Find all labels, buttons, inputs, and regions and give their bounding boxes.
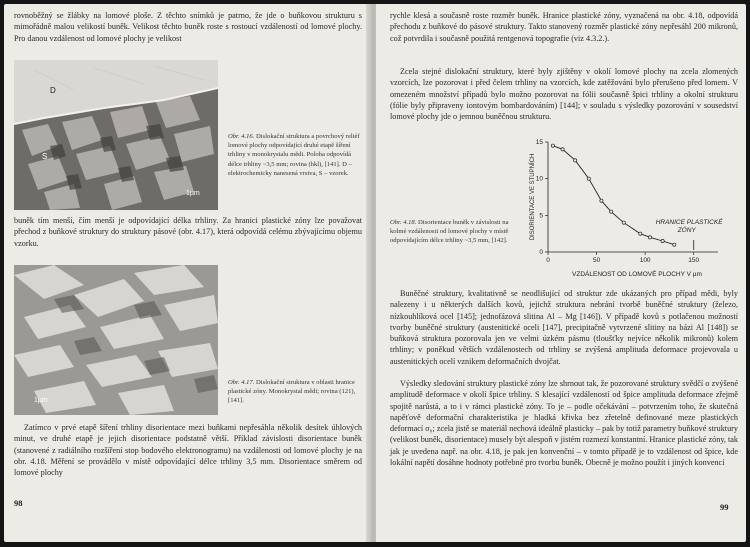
caption-text: Dislokační struktura v oblasti hranice plastické zóny. Monokrystal mědi; rovina (121), [141].	[228, 379, 356, 405]
page-number-left: 98	[14, 498, 23, 508]
data-point	[639, 232, 642, 235]
y-axis-label: DISORIENTACE VE STUPNÍCH	[530, 153, 536, 241]
micrograph-fig-4-16	[14, 60, 218, 210]
data-point	[622, 221, 625, 224]
data-point	[574, 159, 577, 162]
data-point	[561, 148, 564, 151]
data-point	[648, 236, 651, 239]
data-point	[551, 144, 554, 147]
scale-bar-label: 1µm	[34, 397, 48, 404]
micrograph-cells-image	[14, 60, 218, 210]
page-number-right: 99	[720, 502, 729, 512]
y-tick-label: 5	[539, 212, 543, 220]
x-tick-label: 50	[592, 257, 601, 264]
caption-fig-4-16	[228, 132, 364, 178]
caption-number: Obr. 4.17.	[228, 379, 255, 386]
plastic-zone-boundary-label: HRANICE PLASTICKÉ	[655, 219, 723, 226]
caption-fig-4-18	[390, 218, 522, 246]
micrograph-fig-4-17	[14, 265, 218, 415]
scale-bar-label: 1µm	[186, 190, 200, 197]
x-tick-label: 100	[639, 257, 651, 264]
y-tick-label: 0	[539, 249, 543, 256]
label-s: S	[42, 152, 48, 161]
plastic-zone-boundary-label-2: ZÓNY	[677, 227, 696, 234]
caption-fig-4-17	[228, 378, 364, 406]
paragraph-4: Výsledky sledování struktury plastické zóny lze shrnout tak, že pozorované struktury svědčí o zvýšené amplitudě deformace v okolí špice trhliny. S klesající vzdáleností od špice amplituda deformace zřejmě spojitě narůstá, a to i v rámci plastické zóny. To je – podle očekávání – potvrzením toho, že skutečná napěťově deformační charakteristika je hladká křivka bez zřetelně definované meze plastických deformací σ₀; zcela jistě se materiál nechová ideálně plasticky – pak by totiž parametry buňkové struktury (velikost buněk, disorientace) musely být alespoň v jistém rozmezí konstantní. Hranice plastické zóny, tak jak je uvedena např. na obr. 4.18, je pak jen konvenční – v tomto případě je to vzdálenost od špice, kde lokální napětí dosáhne hodnoty potřebné pro tvorbu buněk. Obecně je možno použít i jiných konvencí	[390, 379, 738, 468]
data-point	[673, 243, 676, 246]
data-point	[587, 177, 590, 180]
paragraph-2: Zcela stejné dislokační struktury, které byly zjištěny v okolí lomové plochy na zcela zlomených vzorcích, lze pozorovat i před čelem trhliny na vzorcích, kde zatěžování bylo přerušeno před lomem. V omezeném množství případů bylo možno pozorovat na fólii současně špici trhliny a okolní strukturu (fólie byly připraveny iontovým bombardováním) [144]; v souladu s výsledky pozorování v sousedství lomové plochy jde o jemnou buněčnou strukturu.	[390, 67, 738, 122]
data-point	[610, 210, 613, 213]
right-page	[376, 4, 746, 542]
caption-number: Obr. 4.16.	[228, 133, 255, 140]
data-point	[600, 199, 603, 202]
paragraph-1: rychle klesá a současně roste rozměr buněk. Hranice plastické zóny, vyznačená na obr. 4.18, odpovídá přechodu z buňkové do pásové struktury. Takto stanovený rozměr plastické zóny nepřesáhl 200 mikronů, což potvrdila i současně použitá rentgenová topografie (viz 4.3.2.).	[390, 11, 738, 43]
caption-text: Dislokační struktura a povrchový reliéf lomové plochy odpovídající druhé etapě šíření trhliny v monokrystalu mědi. Poloha odpovídá délce trhliny ~3,5 mm; rovina (hkl), [141]. D – elektrochemicky nanesená vrstva, S – vzorek.	[228, 133, 360, 177]
chart-fig-4-18	[526, 134, 731, 282]
paragraph-bottom: Zatímco v prvé etapě šíření trhliny disorientace mezi buňkami nepřesáhla několik desítek úhlových minut, ve druhé etapě je jejich disorientace podstatně větší. Příklad závislosti disorientace buněk (stanovené z radiálního rozšíření stop bodového elektronogramu) na vzdálenosti od lomové plochy je na obr. 4.18. Měření se provádělo v místě odpovídající délce trhliny 3,5 mm. Disorientace směrem od lomové plochy	[14, 423, 362, 478]
data-point	[661, 239, 664, 242]
paragraph-mid: buněk tím menší, čím menší je odpovídající délka trhliny. Za hranici plastické zóny lze považovat přechod z buňkové struktury do struktury pásové (obr. 4.17), která odpovídá celému zbývajícímu objemu vzorku.	[14, 216, 362, 248]
x-axis-label: VZDÁLENOST OD LOMOVÉ PLOCHY V µm	[572, 271, 702, 278]
y-tick-label: 15	[535, 139, 543, 146]
fit-curve	[553, 146, 674, 245]
paragraph-3: Buněčné struktury, kvalitativně se neodlišující od struktur zde ukázaných pro případ mědi, byly nalezeny i u některých dalších kovů, jejichž struktura nebrání tvorbě buněčné struktury (železo, nízkouhlíková ocel [145]; jednofázová slitina Al – Mg [146]). V případě kovů s potlačenou možností tvorby buněčné struktury (austenitické oceli [147], precipitačně vytvrzené slitiny na bázi Al [148]) se buňková struktura pozorovala jen ve velmi úzkém pásmu (tloušťky nejvíce několik mikronů) kolem trhliny; v poněkud větších vzdálenostech od trhliny se zvýšená amplituda deformace projevovala u austenitických ocelí vznikem deformačních dvojčat.	[390, 289, 738, 366]
x-tick-label: 150	[688, 257, 700, 264]
x-tick-label: 0	[546, 257, 550, 264]
caption-text: Disorientace buněk v závislosti na kolmé vzdálenosti od lomové plochy v místě odpovídajícím délce trhliny ~3,5 mm, [142].	[390, 219, 509, 245]
micrograph-bands-image	[14, 265, 218, 415]
paragraph-top: rovnoběžný se žlábky na lomové ploše. Z těchto snímků je patrno, že jde o buňkovou strukturu s mimořádně malou velikostí buněk. Velikost těchto buněk roste s rostoucí vzdáleností od lomové plochy. Pro danou vzdálenost od lomové plochy je velikost	[14, 11, 362, 43]
chart-marks	[551, 144, 693, 250]
caption-number: Obr. 4.18.	[390, 219, 417, 226]
left-page	[4, 4, 372, 542]
label-d: D	[50, 86, 56, 95]
y-tick-label: 10	[535, 175, 543, 183]
